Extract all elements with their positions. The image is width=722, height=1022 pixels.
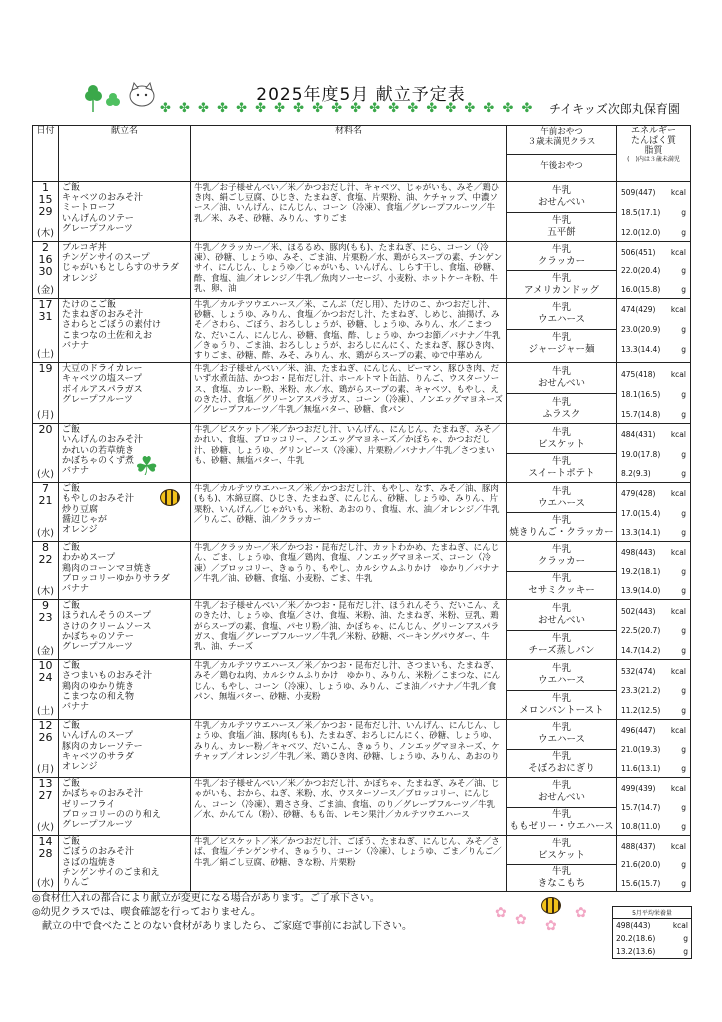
materials-cell: 牛乳／ビスケット／米／かつおだし汁、ごぼう、たまねぎ、にんじん、みそ／さば、食塩／チンゲンサイ、きゅうり、コーン（冷凍）、しょうゆ、ごま／りんご／牛乳／絹ごし豆腐、砂糖、きな粉、片栗粉 [191,836,507,892]
fat-value: 13.3(14.1) [621,528,661,538]
materials-cell: 牛乳／お子様せんべい／米／かつお・昆布だし汁、ほうれんそう、だいこん、えのきたけ、しょうゆ、食塩／さけ、食塩、米粉、油、たまねぎ、米粉、豆乳、鶏がらスープの素、食塩、パセリ粉／油、かぼちゃ、にんじん、グリーンアスパラガス、食塩／グレープフルーツ／牛乳／米粉、砂糖、ベーキングパウダー、牛乳、油、チーズ [191,600,507,660]
menu-row [33,836,691,892]
date-cell [33,778,59,836]
header-energy-note: ( )内は３歳未満児 [627,156,680,163]
fat-value: 10.8(11.0) [621,822,661,832]
unit-kcal: kcal [670,430,686,440]
dish-cell [59,720,191,778]
morning-snack: 牛乳 ウエハース [537,662,586,686]
day-of-week: (土) [37,349,54,361]
snack-cell [507,660,617,720]
dish-name: ボイルアスパラガス [62,384,143,395]
nutrition-cell [617,660,691,720]
monthly-average-heading: 5月平均栄養量 [613,907,691,919]
menu-row [33,363,691,424]
snack-cell [507,836,617,892]
dish-cell [59,660,191,720]
unit-g: g [681,207,686,217]
dish-name: ミートローフ [62,203,116,214]
dish-name: オレンジ [62,525,98,536]
date-number: 14 [38,835,53,849]
protein-value: 21.0(19.3) [621,745,661,755]
dish-name: さけのクリームソース [62,621,152,632]
dish-name: ブロッコリーゆかりサラダ [62,573,170,584]
dish-name: ご飯 [62,721,81,732]
dish-name: いんげんのソテー [62,213,134,224]
fat-value: 13.9(14.0) [621,586,661,596]
date-number: 2 [42,241,49,254]
nutrition-cell [617,600,691,660]
dish-name: バナナ [62,340,90,351]
date-cell [33,299,59,363]
header-snack-pm: 午後おやつ [540,161,583,171]
day-of-week: (金) [37,646,54,658]
dish-name: ご飯 [62,661,81,672]
date-number: 24 [38,671,53,685]
fat-value: 11.6(13.1) [621,764,661,774]
dish-cell [59,778,191,836]
fat-value: 8.2(9.3) [621,469,651,479]
nutrition-cell [617,299,691,363]
unit-g: g [681,409,686,419]
dish-name: 鶏肉のゆかり焼き [62,681,135,692]
unit-g: g [681,745,686,755]
dish-name: 豚肉のカレーソテー [62,741,143,752]
materials-cell: 牛乳／お子様せんべい／米／かつおだし汁、キャベツ、じゃがいも、みそ／鶏ひき肉、絹ごし豆腐、ひじき、たまねぎ、食塩、片栗粉、油、ケチャップ、中濃ソース／油、いんげん、にんじん、コーン（冷凍）、食塩／グレープフルーツ／牛乳／米、みそ、砂糖、みりん、すりごま [191,182,507,242]
date-number: 13 [38,777,53,791]
flower-icon: ✿ [545,918,557,934]
menu-row [33,600,691,660]
header-energy-3: 脂質 [644,146,663,156]
date-number: 21 [38,494,53,508]
date-number: 22 [38,553,53,567]
date-cell [33,363,59,424]
unit-g: g [681,686,686,696]
energy-value: 488(437) [621,841,656,851]
unit-g: g [681,878,686,888]
fat-value: 15.7(14.8) [621,409,661,419]
unit-g: g [681,266,686,276]
dish-name: チンゲンサイのごま和え [62,867,160,878]
unit-kcal: kcal [670,666,686,676]
dish-name: かぼちゃのソテー [62,631,134,642]
afternoon-snack: 牛乳 ふラスク [507,393,616,423]
unit-kcal: kcal [670,188,686,198]
date-cell [33,542,59,600]
date-cell [33,660,59,720]
unit-g: g [681,324,686,334]
afternoon-snack: 牛乳 セサミクッキー [507,571,616,600]
date-cell [33,836,59,892]
unit-g: g [681,586,686,596]
dish-name: グレープフルーツ [62,223,133,234]
dish-name: キャベツのサラダ [62,751,134,762]
materials-cell: 牛乳／カルテツウエハース／米／かつおだし汁、もやし、なす、みそ／油、豚肉(もも)、木綿豆腐、ひじき、たまねぎ、にんじん、砂糖、しょうゆ、みりん、片栗粉、いんげん／じゃがいも、米粉、あおのり、食塩、水、油／オレンジ／牛乳／りんご、砂糖、油／クラッカー [191,483,507,542]
unit-g: g [681,508,686,518]
afternoon-snack: 牛乳 スイートポテト [507,453,616,482]
nutrition-cell [617,836,691,892]
dish-name: わかめスープ [62,553,116,564]
header-energy-2: たんぱく質 [630,136,676,146]
footnotes [32,892,412,934]
menu-row [33,483,691,542]
energy-value: 484(431) [621,430,656,440]
unit-g: g [681,705,686,715]
unit-kcal: kcal [672,921,688,930]
unit-kcal: kcal [670,369,686,379]
day-of-week: (水) [37,528,54,540]
unit-g: g [681,764,686,774]
protein-value: 23.3(21.2) [621,686,661,696]
date-number: 30 [38,265,53,278]
materials-cell: 牛乳／クラッカー／米、ほるるめ、豚肉(もも)、たまねぎ、にら、コーン（冷凍）、砂糖、しょうゆ、みそ、ごま油、片栗粉／水、鶏がらスープの素、チンゲンサイ、にんじん、しょうゆ／じゃがいも、いんげん、しらす干し、食塩、砂糖、酢、食塩、油／オレンジ／牛乳／魚肉ソーセージ、小麦粉、ホットケーキ粉、牛乳、卵、油 [191,242,507,299]
dish-name: キャベツの塩スープ [62,374,143,385]
dish-name: かぼちゃのおみそ汁 [62,789,144,800]
school-name: チイキッズ次郎丸保育園 [549,102,680,116]
header-energy-1: エネルギー [630,126,676,136]
header-energy [617,126,691,182]
dish-name: ご飯 [62,484,81,495]
protein-value: 18.1(16.5) [621,389,661,399]
dish-name: グレープフルーツ [62,820,133,831]
dish-cell [59,836,191,892]
protein-value: 21.6(20.0) [621,860,661,870]
bee-icon [541,897,561,914]
flower-icon: ✿ [515,912,527,928]
header-snack-am-sub: ３歳未満児クラス [527,137,596,147]
morning-snack: 牛乳 ウエハース [537,485,586,509]
menu-row [33,778,691,836]
unit-g: g [681,645,686,655]
flower-icon: ✿ [575,905,587,921]
afternoon-snack: 牛乳 きなこもち [507,864,616,892]
energy-value: 475(418) [621,369,656,379]
dish-cell [59,600,191,660]
dish-name: 炒り豆腐 [62,504,99,515]
date-cell [33,483,59,542]
date-cell [33,182,59,242]
protein-value: 17.0(15.4) [621,508,661,518]
dish-name: キャベツのおみそ汁 [62,193,144,204]
materials-cell: 牛乳／カルテツウエハース／米／かつお・昆布だし汁、いんげん、にんじん、しょうゆ、食塩／油、豚肉(もも)、たまねぎ、おろしにんにく、砂糖、しょうゆ、みりん、カレー粉／キャベツ、だいこん、きゅうり、ノンエッグマヨネーズ、ケチャップ／オレンジ／牛乳／米、鶏ひき肉、砂糖、しょうゆ、みりん、あおのり [191,720,507,778]
dish-name: ほうれんそうのスープ [62,611,152,622]
energy-value: 532(474) [621,666,656,676]
dish-name: ご飯 [62,183,81,193]
materials-cell: 牛乳／カルテツウエハース／米／かつお・昆布だし汁、さつまいも、たまねぎ、みそ／鶏むね肉、カルシウムふりかけ ゆかり、みりん、米粉／こまつな、にんじん、もやし、コーン（冷凍）、しょうゆ、みりん、ごま油／バナナ／牛乳／食パン、無塩バター、砂糖、小麦粉 [191,660,507,720]
clover-icon: ☘ [135,452,159,482]
day-of-week: (木) [37,228,54,239]
day-of-week: (月) [37,764,54,776]
menu-row [33,660,691,720]
dish-name: ブルコギ丼 [62,243,107,253]
unit-g: g [681,822,686,832]
snack-cell [507,778,617,836]
footnote: ◎食材仕入れの都合により献立が変更になる場合があります。ご了承下さい。 [32,893,380,904]
dish-name: こまつなの土佐和えお [62,330,153,341]
morning-snack: 牛乳 クラッカー [537,544,586,568]
day-of-week: (火) [37,822,54,834]
afternoon-snack: 牛乳 ジャージャー麺 [507,329,616,359]
nutrition-cell [617,720,691,778]
bee-icon [160,489,180,506]
date-number: 1 [42,181,49,194]
snack-cell [507,600,617,660]
dish-name: もやしのおみそ汁 [62,494,135,505]
dish-name: バナナ [62,466,90,477]
date-number: 28 [38,847,53,861]
protein-value: 23.0(20.9) [621,324,661,334]
date-number: 19 [38,362,53,376]
energy-value: 509(447) [621,188,656,198]
date-number: 7 [42,482,49,496]
date-cell [33,242,59,299]
afternoon-snack: 牛乳 焼きりんご・クラッカー [507,512,616,541]
dish-name: いんげんのスープ [62,731,134,742]
protein-value: 22.5(20.7) [621,626,661,636]
header-dish: 献立名 [59,126,191,182]
menu-row [33,542,691,600]
date-number: 9 [42,599,49,613]
morning-snack: 牛乳 ウエハース [537,301,586,325]
unit-g: g [681,860,686,870]
afternoon-snack: 牛乳 アメリカンドッグ [507,270,616,298]
nutrition-cell [617,542,691,600]
header-material: 材料名 [191,126,507,182]
snack-cell [507,483,617,542]
afternoon-snack: 牛乳 五平餅 [507,212,616,242]
dish-name: さつまいものおみそ汁 [62,671,153,682]
avg-fat: 13.2(13.6) [616,947,656,956]
day-of-week: (木) [37,586,54,598]
materials-cell: 牛乳／クラッカー／米／かつお・昆布だし汁、カットわかめ、たまねぎ、にんじん、ごま、しょうゆ、食塩／鶏肉、食塩、ノンエッグマヨネーズ、コーン（冷凍）／ブロッコリー、きゅうり、もやし、カルシウムふりかけ ゆかり／バナナ／牛乳／油、砂糖、食塩、小麦粉、ごま、牛乳 [191,542,507,600]
snack-cell [507,363,617,424]
morning-snack: 牛乳 ビスケット [537,426,586,450]
dish-name: ご飯 [62,837,81,848]
energy-value: 506(451) [621,247,656,257]
fat-value: 12.0(12.0) [621,227,661,237]
fat-value: 16.0(15.8) [621,285,661,295]
materials-cell: 牛乳／お子様せんべい／米、油、たまねぎ、にんじん、ピーマン、豚ひき肉、だいず水煮缶詰、かつお・昆布だし汁、ホールトマト缶詰、りんご、ウスターソース、食塩、カレー粉、米粉、水／水、鶏がらスープの素、キャベツ、もやし、えのきたけ、食塩／グリーンアスパラガス、コーン（冷凍）、ノンエッグマヨネーズ／グレープフルーツ／牛乳／無塩バター、砂糖、食パン [191,363,507,424]
unit-g: g [681,389,686,399]
date-number: 31 [38,310,53,323]
menu-row [33,182,691,242]
fat-value: 15.6(15.7) [621,878,661,888]
date-cell [33,720,59,778]
snack-cell [507,299,617,363]
unit-kcal: kcal [670,784,686,794]
unit-g: g [681,449,686,459]
unit-g: g [681,803,686,813]
page-title: 2025年度5月 献立予定表 [256,85,466,105]
nutrition-cell [617,483,691,542]
unit-g: g [681,469,686,479]
morning-snack: 牛乳 おせんべい [537,366,586,390]
fat-value: 14.7(14.2) [621,645,661,655]
nutrition-cell [617,424,691,483]
energy-value: 502(443) [621,606,656,616]
menu-row [33,242,691,299]
dish-name: かぼちゃのくず煮 [62,455,135,466]
avg-protein: 20.2(18.6) [616,934,656,943]
dish-cell [59,299,191,363]
morning-snack: 牛乳 クラッカー [537,244,586,267]
nutrition-cell [617,242,691,299]
dish-name: さわらとごぼうの素付け [62,320,162,331]
materials-cell: 牛乳／ビスケット／米／かつおだし汁、いんげん、にんじん、たまねぎ、みそ／かれい、食塩、ブロッコリー、ノンエッグマヨネーズ／かぼちゃ、かつおだし汁、砂糖、しょうゆ、グリンピース（冷凍）、片栗粉／バナナ／牛乳／さつまいも、砂糖、無塩バター、牛乳 [191,424,507,483]
snack-cell [507,720,617,778]
afternoon-snack: 牛乳 そぼろおにぎり [507,749,616,778]
dish-cell [59,182,191,242]
date-number: 15 [38,193,53,206]
protein-value: 19.2(18.1) [621,567,661,577]
date-number: 17 [38,298,53,311]
dish-cell [59,542,191,600]
materials-cell: 牛乳／カルテツウエハース／米、こんぶ（だし用）、たけのこ、かつおだし汁、砂糖、しょうゆ、みりん、食塩／かつおだし汁、たまねぎ、しめじ、油揚げ、みそ／さわら、ごぼう、おろししょうが、砂糖、しょうゆ、みりん、水／こまつな、だいこん、にんじん、砂糖、食塩、酢、しょうゆ、かつお節／バナナ／牛乳／きゅうり、ごま油、おろししょうが、おろしにんにく、たまねぎ、豚ひき肉、すりごま、砂糖、酢、みそ、みりん、水、鶏がらスープの素、ゆで中華めん [191,299,507,363]
unit-kcal: kcal [670,606,686,616]
energy-value: 498(443) [621,548,656,558]
dish-name: たまねぎのおみそ汁 [62,310,144,321]
dish-name: ご飯 [62,601,81,612]
day-of-week: (土) [37,706,54,718]
dish-name: りんご [62,878,90,889]
unit-g: g [681,528,686,538]
energy-value: 499(439) [621,784,656,794]
afternoon-snack: 牛乳 ももゼリー・ウエハース [507,807,616,836]
dish-name: オレンジ [62,762,98,773]
header-snack [507,126,617,182]
dish-name: ご飯 [62,779,81,790]
unit-kcal: kcal [670,305,686,315]
unit-kcal: kcal [670,247,686,257]
menu-row [33,424,691,483]
unit-kcal: kcal [670,726,686,736]
materials-cell: 牛乳／お子様せんべい／米／かつおだし汁、かぼちゃ、たまねぎ、みそ／油、じゃがいも、おから、ねぎ、米粉、水、ウスターソース／ブロッコリー、にんじん、コーン（冷凍）、鶏ささ身、ごま油、食塩、のり／グレープフルーツ／牛乳／水、かんてん（粉）、砂糖、もも缶、レモン果汁／カルテツウエハース [191,778,507,836]
dish-name: ご飯 [62,425,81,436]
morning-snack: 牛乳 おせんべい [537,184,586,208]
unit-kcal: kcal [670,841,686,851]
protein-value: 22.0(20.4) [621,266,661,276]
energy-value: 496(447) [621,726,656,736]
dish-name: ブロッコリーののり和え [62,809,161,820]
dish-name: たけのこご飯 [62,300,117,310]
unit-kcal: kcal [670,548,686,558]
date-cell [33,424,59,483]
morning-snack: 牛乳 おせんべい [537,780,586,804]
dish-name: 鶏肉のコーンマヨ焼き [62,563,152,574]
morning-snack: 牛乳 ウエハース [537,722,586,746]
day-of-week: (月) [37,410,54,422]
date-number: 20 [38,423,53,437]
nutrition-cell [617,778,691,836]
date-number: 26 [38,731,53,745]
date-number: 29 [38,205,53,218]
unit-kcal: kcal [670,489,686,499]
date-number: 12 [38,719,53,733]
nutrition-cell [617,363,691,424]
monthly-average-box [612,906,692,959]
dish-name: さばの塩焼き [62,857,117,868]
snack-cell [507,424,617,483]
unit-g: g [681,285,686,295]
dish-name: ごぼうのおみそ汁 [62,847,135,858]
dish-name: かれいの若草焼き [62,445,135,456]
dish-name: 醤辺じゃが [62,514,108,525]
header-date: 日付 [33,126,59,182]
dish-name: バナナ [62,584,90,595]
protein-value: 18.5(17.1) [621,207,661,217]
header-snack-am: 午前おやつ [540,127,583,137]
date-number: 8 [42,541,49,555]
dish-name: じゃがいもとしらすのサラダ [62,263,179,274]
energy-value: 474(429) [621,305,656,315]
avg-energy: 498(443) [616,921,651,930]
dish-name: こまつなの和え物 [62,691,135,702]
unit-g: g [683,934,688,943]
clover-border-decoration: ✤ ✤ ✤ ✤ ✤ ✤ ✤ ✤ ✤ ✤ ✤ ✤ ✤ ✤ ✤ ✤ ✤ ✤ ✤ ✤ [160,101,535,113]
clover-cat-illustration [70,82,160,114]
dish-name: ご飯 [62,543,81,554]
dish-cell [59,424,191,483]
fat-value: 13.3(14.4) [621,344,661,354]
energy-value: 479(428) [621,489,656,499]
dish-name: オレンジ [62,273,98,284]
footnote: ◎幼児クラスでは、喫食確認を行っておりません。 [32,907,262,918]
dish-name: いんげんのおみそ汁 [62,435,144,446]
dish-cell [59,242,191,299]
afternoon-snack: 牛乳 メロンパントースト [507,690,616,720]
morning-snack: 牛乳 おせんべい [537,602,586,626]
dish-name: グレープフルーツ [62,394,133,405]
morning-snack: 牛乳 ビスケット [537,837,586,861]
menu-row [33,299,691,363]
date-number: 23 [38,611,53,625]
unit-g: g [683,947,688,956]
date-number: 27 [38,789,53,803]
date-number: 16 [38,253,53,266]
dish-name: 大豆のドライカレー [62,364,143,375]
flower-icon: ✿ [495,905,507,921]
dish-name: バナナ [62,702,90,713]
menu-table [32,125,691,892]
date-cell [33,600,59,660]
dish-cell [59,363,191,424]
unit-g: g [681,344,686,354]
day-of-week: (水) [37,878,54,890]
date-number: 10 [38,659,53,673]
protein-value: 19.0(17.8) [621,449,661,459]
snack-cell [507,542,617,600]
snack-cell [507,242,617,299]
afternoon-snack: 牛乳 チーズ蒸しパン [507,630,616,660]
footnote: 献立の中で食べたことのない食材がありましたら、ご家庭で事前にお試し下さい。 [32,921,412,932]
dish-name: グレープフルーツ [62,642,133,653]
dish-name: チンゲンサイのスープ [62,253,150,264]
unit-g: g [681,227,686,237]
unit-g: g [681,567,686,577]
protein-value: 15.7(14.7) [621,803,661,813]
nutrition-cell [617,182,691,242]
snack-cell [507,182,617,242]
day-of-week: (金) [37,285,54,296]
menu-row [33,720,691,778]
fat-value: 11.2(12.5) [621,705,661,715]
unit-g: g [681,626,686,636]
day-of-week: (火) [37,469,54,481]
dish-name: ゼリーフライ [62,799,116,810]
